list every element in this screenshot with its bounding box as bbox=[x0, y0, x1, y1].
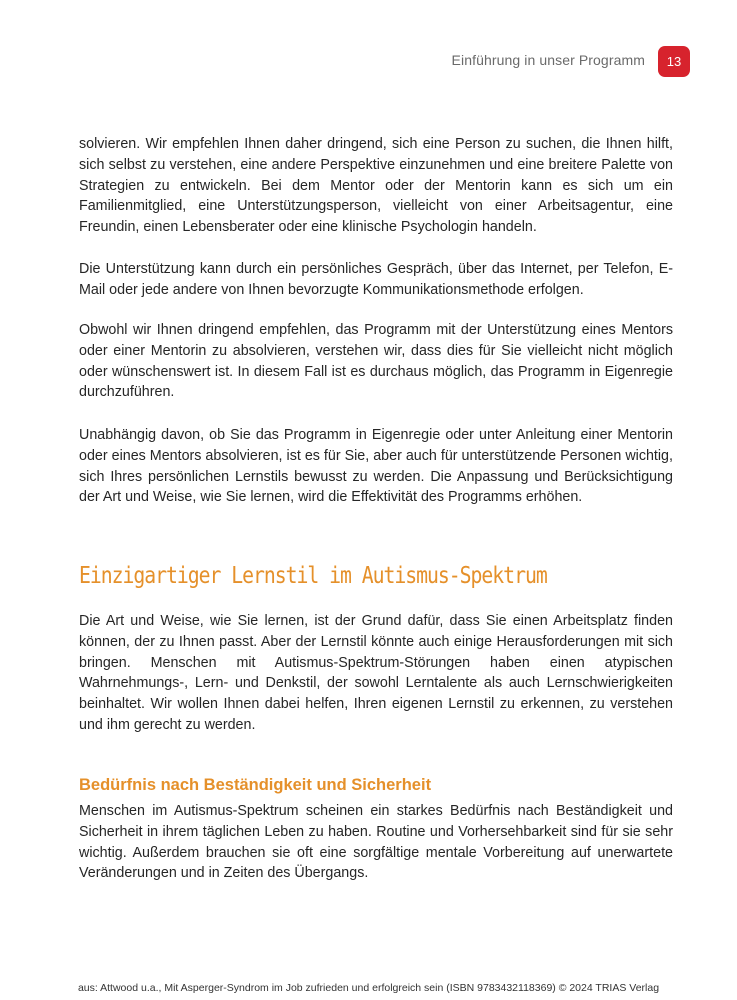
paragraph-3: Obwohl wir Ihnen dringend empfehlen, das Programm mit der Unterstützung eines Mentors oder einer Mentorin zu absolvieren, verstehen wir, dass dies für Sie vielleicht nicht möglich oder wünschenswert ist. In diesem Fall ist es durchaus möglich, das Programm in Eigenregie durchzuführen. bbox=[79, 322, 673, 401]
sub-heading: Bedürfnis nach Beständigkeit und Sicherheit bbox=[79, 776, 432, 794]
paragraph-1: solvieren. Wir empfehlen Ihnen daher dringend, sich eine Person zu suchen, die Ihnen hilft, sich selbst zu verstehen, eine andere Perspektive einzunehmen und eine breitere Palette von Strategien zu entwickeln. Bei dem Mentor oder der Mentorin kann es sich um ein Familienmitglied, eine Unterstützungsperson, vielleicht von einer Arbeitsagentur, eine Freundin, einen Lebensberater oder eine klinische Psychologin handeln. bbox=[79, 136, 673, 236]
paragraph-4: Unabhängig davon, ob Sie das Programm in Eigenregie oder unter Anleitung einer Mentorin oder eines Mentors absolvieren, ist es für Sie, aber auch für unterstützende Personen wichtig, sich Ihres persönlichen Lernstils bewusst zu werden. Die Anpassung und Berücksichtigung der Art und Weise, wie Sie lernen, wird die Effektivität des Programms erhöhen. bbox=[79, 427, 673, 506]
section-heading: Einzigartiger Lernstil im Autismus-Spektrum bbox=[79, 563, 547, 589]
paragraph-5: Die Art und Weise, wie Sie lernen, ist der Grund dafür, dass Sie einen Arbeitsplatz finden können, der zu Ihnen passt. Aber der Lernstil könnte auch einige Herausforderungen mit sich bringen. Menschen mit Autismus-Spektrum-Störungen haben einen atypischen Wahrnehmungs-, Lern- und Denkstil, der sowohl Lerntalente als auch Lernschwierigkeiten beinhaltet. Wir wollen Ihnen dabei helfen, Ihren eigenen Lernstil zu erkennen, zu verstehen und ihm gerecht zu werden. bbox=[79, 613, 673, 733]
footer-citation: aus: Attwood u.a., Mit Asperger-Syndrom im Job zufrieden und erfolgreich sein (ISBN 9783432118369) © 2024 TRIAS Verlag bbox=[77, 982, 660, 994]
paragraph-6: Menschen im Autismus-Spektrum scheinen ein starkes Bedürfnis nach Beständigkeit und Sicherheit in ihrem täglichen Leben zu haben. Routine und Vorhersehbarkeit sind für sie sehr wichtig. Außerdem brauchen sie oft eine sorgfältige mentale Vorbereitung auf unerwartete Veränderungen und in Zeiten des Übergangs. bbox=[79, 803, 673, 882]
paragraph-2: Die Unterstützung kann durch ein persönliches Gespräch, über das Internet, per Telefon, E-Mail oder jede andere von Ihnen bevorzugte Kommunikationsmethode erfolgen. bbox=[79, 261, 673, 298]
running-title: Einführung in unser Programm bbox=[451, 52, 645, 68]
page-number-badge: 13 bbox=[658, 46, 690, 77]
